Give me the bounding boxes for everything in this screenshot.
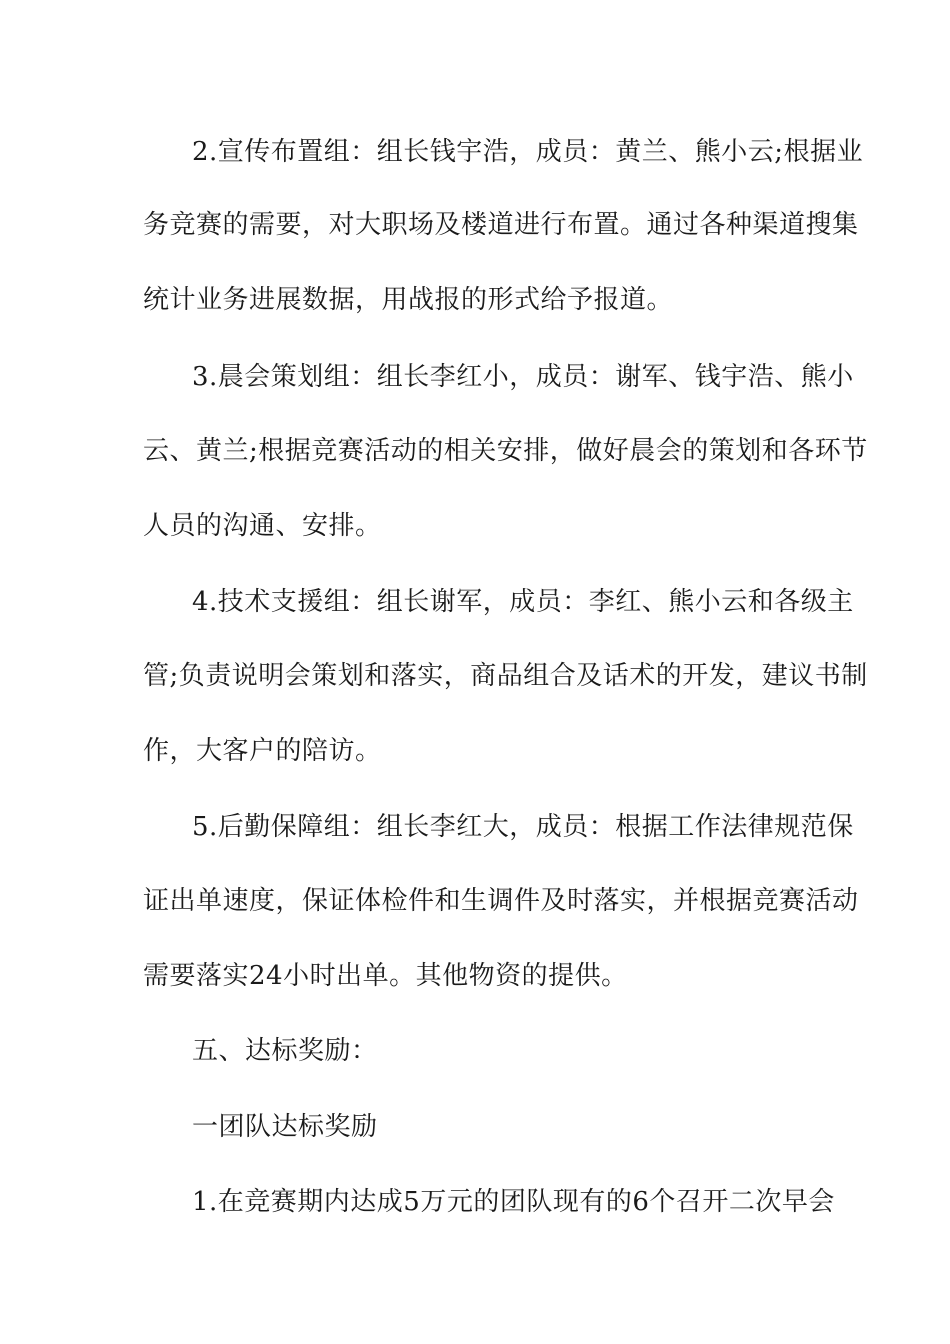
paragraph-line: 3.晨会策划组：组长李红小，成员：谢军、钱宇浩、熊小 xyxy=(192,362,854,392)
paragraph-line: 管;负责说明会策划和落实，商品组合及话术的开发，建议书制 xyxy=(143,661,868,691)
paragraph-line: 需要落实24小时出单。其他物资的提供。 xyxy=(143,961,628,991)
paragraph-line: 人员的沟通、安排。 xyxy=(143,511,382,541)
paragraph-line: 2.宣传布置组：组长钱宇浩，成员：黄兰、熊小云;根据业 xyxy=(192,137,864,167)
subsection-heading: 一团队达标奖励 xyxy=(192,1112,378,1142)
paragraph-line: 作，大客户的陪访。 xyxy=(143,736,382,766)
paragraph-line: 务竞赛的需要，对大职场及楼道进行布置。通过各种渠道搜集 xyxy=(143,210,859,240)
paragraph-line: 1.在竞赛期内达成5万元的团队现有的6个召开二次早会 xyxy=(192,1187,835,1217)
paragraph-line: 云、黄兰;根据竞赛活动的相关安排，做好晨会的策划和各环节 xyxy=(143,436,868,466)
paragraph-line: 5.后勤保障组：组长李红大，成员：根据工作法律规范保 xyxy=(192,812,854,842)
paragraph-line: 4.技术支援组：组长谢军，成员：李红、熊小云和各级主 xyxy=(192,587,854,617)
paragraph-line: 统计业务进展数据，用战报的形式给予报道。 xyxy=(143,285,674,315)
section-heading: 五、达标奖励： xyxy=(192,1036,378,1066)
paragraph-line: 证出单速度，保证体检件和生调件及时落实，并根据竞赛活动 xyxy=(143,886,859,916)
